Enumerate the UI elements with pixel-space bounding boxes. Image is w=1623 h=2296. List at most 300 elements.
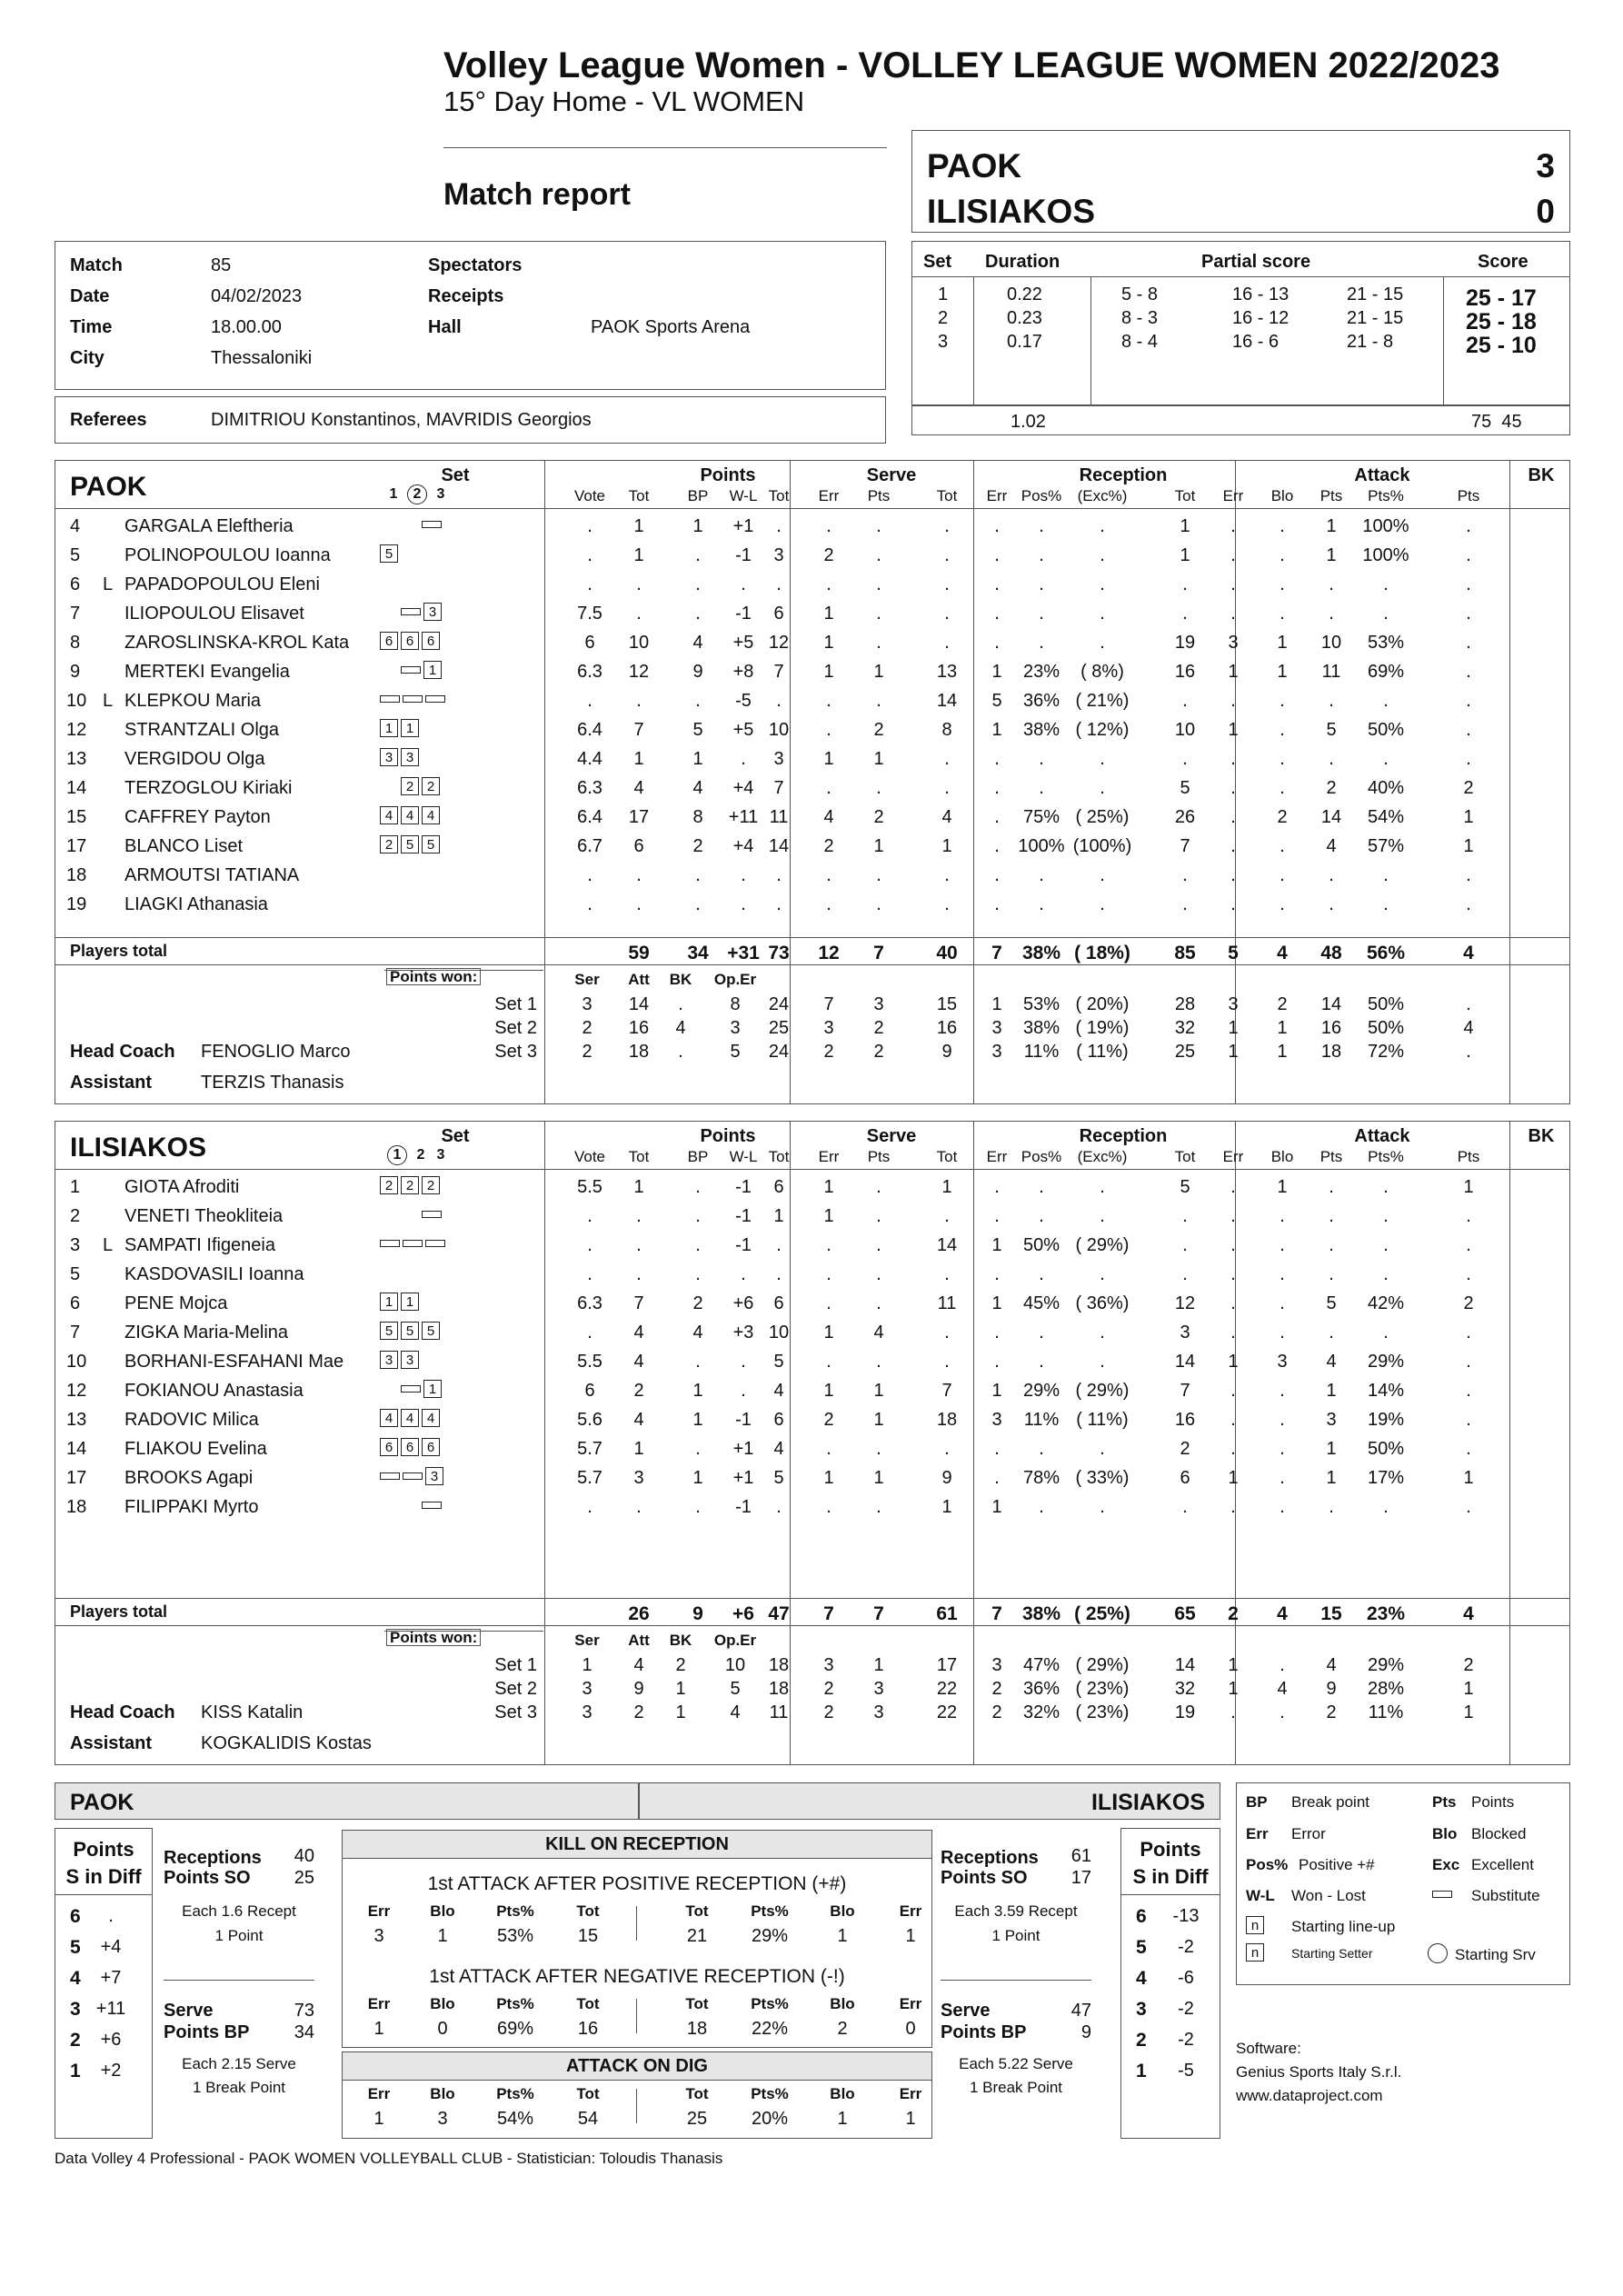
player-set-positions [380, 1322, 443, 1340]
stat-cell: . [1329, 1206, 1334, 1226]
column-header-pts: Pts [1319, 487, 1343, 504]
stat-cell: . [587, 574, 592, 594]
total-cell: 38% [1021, 1603, 1061, 1624]
starting-position-box: 6 [422, 1438, 440, 1456]
stat-cell: 1 [692, 1381, 703, 1401]
player-name: ZIGKA Maria-Melina [124, 1323, 289, 1343]
stat-cell: +1 [732, 1439, 754, 1459]
stat-cell: . [944, 894, 950, 914]
stat-cell: 5 [1180, 778, 1190, 798]
kor-head: Err [899, 2085, 922, 2102]
player-set-positions [380, 1351, 443, 1369]
stat-cell: . [1182, 865, 1188, 885]
date-label: Date [70, 286, 110, 306]
stat-cell: . [944, 1352, 950, 1372]
stat-cell: 14 [936, 691, 958, 711]
player-number: 18 [66, 1497, 87, 1517]
stat-cell: . [1230, 749, 1236, 769]
partial-8: 5 - 8 [1121, 285, 1159, 304]
legend-pts: Pts [1432, 1793, 1457, 1811]
set-stat-cell: 50% [1367, 1018, 1405, 1038]
kor-value: 3 [373, 1926, 384, 1946]
home-receptions-label: Receptions [164, 1848, 262, 1868]
starting-position-box: 4 [401, 1409, 419, 1427]
set-number: 1 [389, 486, 398, 502]
legend-blo: Blo [1432, 1825, 1458, 1842]
stat-cell: 1 [823, 749, 834, 769]
stat-cell: 5.6 [577, 1410, 602, 1430]
stat-cell: . [1383, 894, 1389, 914]
points-won-ser: Ser [574, 1632, 600, 1649]
bk-header: BK [1528, 465, 1555, 485]
column-header-tot: Tot [628, 487, 650, 504]
points-won-cell: 2 [675, 1655, 686, 1675]
stat-cell: . [636, 691, 642, 711]
stat-cell: . [636, 1264, 642, 1284]
player-name: STRANTZALI Olga [124, 720, 280, 740]
total-cell: 5 [1228, 943, 1239, 963]
player-number: 13 [66, 1410, 87, 1430]
stat-cell: +8 [732, 662, 754, 682]
stat-cell: . [1383, 1264, 1389, 1284]
stat-cell: . [1230, 1235, 1236, 1255]
kor-value: 1 [837, 1926, 848, 1946]
total-cell: 4 [1463, 943, 1474, 963]
kor-value: 20% [751, 2109, 789, 2129]
stat-cell: 42% [1367, 1293, 1405, 1313]
stat-cell: 1 [991, 1235, 1002, 1255]
total-cell: 34 [687, 943, 709, 963]
kill-on-reception-box [342, 1830, 932, 2048]
stat-cell: . [994, 1439, 1000, 1459]
stat-cell: . [994, 516, 1000, 536]
stat-cell: 5 [1180, 1177, 1190, 1197]
total-cell: 56% [1366, 943, 1406, 963]
competition-title: Volley League Women - VOLLEY LEAGUE WOMEN 2022/2023 [443, 45, 1500, 85]
kor-value: 25 [686, 2109, 708, 2129]
stat-cell: . [1100, 516, 1105, 536]
legend-pts-text: Points [1471, 1793, 1515, 1811]
stat-cell: . [1383, 691, 1389, 711]
player-number: 4 [70, 516, 81, 536]
stat-cell: . [1279, 1497, 1285, 1517]
partial-score-header: Partial score [1201, 252, 1311, 272]
diff-value: +6 [100, 2030, 122, 2050]
empty-set-slot [401, 1496, 422, 1509]
kor-head: Pts% [496, 1902, 534, 1920]
stat-cell: 1 [991, 1497, 1002, 1517]
footer-note: Data Volley 4 Professional - PAOK WOMEN VOLLEYBALL CLUB - Statistician: Toloudis Thanasis [55, 2150, 723, 2167]
home-receptions: 40 [294, 1846, 314, 1866]
stat-cell: 4 [633, 1410, 644, 1430]
player-number: 15 [66, 807, 87, 827]
stat-cell: . [1100, 1264, 1105, 1284]
kor-head: Pts% [496, 2085, 534, 2102]
column-header-pts: Pts [1457, 487, 1480, 504]
stat-cell: . [636, 604, 642, 624]
set-stat-cell: 11% [1368, 1702, 1404, 1722]
starting-position-box: 6 [401, 632, 419, 650]
stat-cell: . [944, 516, 950, 536]
stat-cell: . [1100, 894, 1105, 914]
set-stat-cell: 1 [1228, 1679, 1239, 1699]
summary-home-name: PAOK [70, 1790, 134, 1815]
receipts-label: Receipts [428, 286, 504, 306]
set-stat-cell: 3 [823, 1655, 834, 1675]
set-row-label: Set 1 [494, 994, 537, 1014]
stat-cell: . [695, 894, 701, 914]
stat-cell: . [944, 604, 950, 624]
stat-cell: . [587, 894, 592, 914]
stat-cell: 14 [1320, 807, 1342, 827]
set-stat-cell: 22 [936, 1702, 958, 1722]
stat-cell: . [695, 1206, 701, 1226]
points-won-bk: BK [669, 971, 692, 988]
stat-cell: . [776, 865, 782, 885]
stat-cell: 1 [1326, 545, 1337, 565]
stat-cell: . [1383, 1177, 1389, 1197]
legend-exc: Exc [1432, 1856, 1460, 1873]
set-stat-cell: . [1466, 994, 1471, 1014]
set-score: 25 - 18 [1466, 309, 1537, 334]
home-each-recept: Each 1.6 Recept [182, 1902, 296, 1920]
player-set-positions [380, 1205, 444, 1218]
stat-cell: . [1329, 1264, 1334, 1284]
stat-cell: 3 [1326, 1410, 1337, 1430]
stat-cell: . [994, 1206, 1000, 1226]
player-name: KASDOVASILI Ioanna [124, 1264, 304, 1284]
set-stat-cell: . [1466, 1042, 1471, 1062]
total-cell: 7 [991, 943, 1002, 963]
set-stat-cell: 16 [936, 1018, 958, 1038]
stat-cell: . [1230, 516, 1236, 536]
total-cell: 73 [768, 943, 790, 963]
stat-cell: ( 33%) [1075, 1468, 1130, 1488]
kor-value: 1 [373, 2019, 384, 2039]
diff-set: 2 [1136, 2030, 1147, 2051]
stat-cell: 1 [823, 1206, 834, 1226]
stat-cell: 3 [773, 545, 784, 565]
player-set-positions [380, 661, 444, 679]
starting-position-box: 1 [401, 1293, 419, 1311]
home-sets-won: 3 [1536, 147, 1555, 185]
stat-cell: . [1039, 1323, 1044, 1343]
stat-cell: 1 [1326, 1381, 1337, 1401]
set-number: 3 [938, 332, 949, 352]
away-points-bp: 9 [1080, 2022, 1091, 2042]
stat-cell: +5 [732, 720, 754, 740]
stat-cell: . [826, 865, 831, 885]
stat-cell: 1 [692, 516, 703, 536]
empty-set-slot [380, 777, 401, 795]
stat-cell: . [1182, 1497, 1188, 1517]
stat-cell: . [826, 1235, 831, 1255]
set-stat-cell: 3 [823, 1018, 834, 1038]
stat-cell: +3 [732, 1323, 754, 1343]
home-points-so: 25 [294, 1868, 314, 1888]
home-each-serve: Each 2.15 Serve [182, 2055, 296, 2072]
starting-position-box: 1 [423, 1380, 442, 1398]
stat-cell: 4 [773, 1381, 784, 1401]
column-header-blo: Blo [1270, 1148, 1294, 1165]
kor-value: 0 [437, 2019, 448, 2039]
starting-position-box: 5 [422, 835, 440, 854]
stat-cell: 50% [1367, 720, 1405, 740]
stat-cell: 2 [1463, 1293, 1474, 1313]
column-header-pts: Pts [1319, 1148, 1343, 1165]
set-stat-cell: 17 [936, 1655, 958, 1675]
stat-cell: . [741, 574, 746, 594]
stat-cell: 5.5 [577, 1177, 602, 1197]
stat-cell: . [1383, 1323, 1389, 1343]
stat-cell: 6 [584, 633, 595, 653]
stat-cell: . [636, 865, 642, 885]
column-header-exc: (Exc%) [1077, 487, 1128, 504]
home-points-title: Points [73, 1838, 134, 1861]
set-number: 2 [938, 308, 949, 328]
stat-cell: 5 [773, 1468, 784, 1488]
player-set-positions [380, 1176, 443, 1194]
points-won-cell: 1 [675, 1702, 686, 1722]
points-won-cell: 18 [628, 1042, 650, 1062]
starting-position-box: 5 [422, 1322, 440, 1340]
stat-cell: . [1100, 1323, 1105, 1343]
kor-value: 22% [751, 2019, 789, 2039]
stat-cell: . [587, 865, 592, 885]
legend-blo-text: Blocked [1471, 1825, 1527, 1842]
stat-cell: . [1182, 691, 1188, 711]
player-number: 13 [66, 749, 87, 769]
partial-21: 21 - 15 [1347, 308, 1404, 328]
column-header-bp: BP [687, 1148, 709, 1165]
total-cell: 4 [1277, 1603, 1288, 1624]
set-stat-cell: 3 [991, 1042, 1002, 1062]
stat-cell: . [994, 1264, 1000, 1284]
player-name: SAMPATI Ifigeneia [124, 1235, 275, 1255]
team-name: ILISIAKOS [70, 1133, 207, 1163]
stat-cell: 5 [991, 691, 1002, 711]
stat-cell: . [994, 574, 1000, 594]
kor-value: 15 [577, 1926, 599, 1946]
points-won-cell: 2 [582, 1018, 592, 1038]
stat-cell: . [695, 574, 701, 594]
stat-cell: . [587, 516, 592, 536]
assistant-name: TERZIS Thanasis [201, 1073, 344, 1093]
stat-cell: . [695, 1439, 701, 1459]
stat-cell: . [776, 894, 782, 914]
away-serve: 47 [1070, 2001, 1091, 2021]
kor-head: Err [899, 1995, 922, 2012]
stat-cell: 10 [1174, 720, 1196, 740]
stat-cell: . [826, 516, 831, 536]
set-duration: 0.23 [1007, 308, 1042, 328]
stat-cell: . [636, 1235, 642, 1255]
points-won-cell: 3 [582, 1702, 592, 1722]
stat-cell: 14 [936, 1235, 958, 1255]
away-sets-won: 0 [1536, 193, 1555, 230]
kor-value: 16 [577, 2019, 599, 2039]
kor-head: Tot [685, 1902, 709, 1920]
player-number: 17 [66, 1468, 87, 1488]
stat-cell: 6.3 [577, 1293, 602, 1313]
serve-header: Serve [866, 1126, 917, 1146]
stat-cell: . [944, 1439, 950, 1459]
stat-cell: (100%) [1072, 836, 1132, 856]
points-won-cell: 8 [730, 994, 741, 1014]
diff-value: -2 [1178, 1937, 1194, 1957]
set-stat-cell: ( 23%) [1075, 1702, 1130, 1722]
stat-cell: 1 [1228, 720, 1239, 740]
stat-cell: . [994, 894, 1000, 914]
points-won-cell: 1 [675, 1679, 686, 1699]
stat-cell: 6 [584, 1381, 595, 1401]
stat-cell: . [994, 633, 1000, 653]
stat-cell: 53% [1367, 633, 1405, 653]
stat-cell: 4 [692, 1323, 703, 1343]
stat-cell: 2 [633, 1381, 644, 1401]
stat-cell: 6 [1180, 1468, 1190, 1488]
player-set-positions [380, 603, 444, 621]
set-stat-cell: 1 [1463, 1679, 1474, 1699]
stat-cell: 4 [692, 778, 703, 798]
set-stat-cell: . [1230, 1702, 1236, 1722]
set-number: 2 [416, 1147, 425, 1163]
points-won-att: Att [628, 1632, 650, 1649]
stat-cell: 5 [692, 720, 703, 740]
stat-cell: . [994, 604, 1000, 624]
set-stat-cell: 24 [768, 994, 790, 1014]
points-header: Points [700, 1126, 756, 1146]
diff-set: 5 [1136, 1937, 1147, 1958]
kor-value: 1 [905, 2109, 916, 2129]
stat-cell: . [1230, 1293, 1236, 1313]
away-team-name: ILISIAKOS [927, 193, 1096, 230]
stat-cell: 6 [773, 1293, 784, 1313]
column-header-pos: Pos% [1021, 487, 1062, 504]
points-won-cell: 3 [730, 1018, 741, 1038]
stat-cell: 7 [633, 720, 644, 740]
software-company: Genius Sports Italy S.r.l. [1236, 2063, 1402, 2081]
stat-cell: . [1279, 691, 1285, 711]
total-cell: 65 [1174, 1603, 1196, 1624]
stat-cell: . [1466, 1323, 1471, 1343]
referees-label: Referees [70, 410, 147, 430]
stat-cell: 1 [873, 1410, 884, 1430]
set-stat-cell: 1 [1228, 1018, 1239, 1038]
stat-cell: . [1039, 1177, 1044, 1197]
set-stat-cell: 28% [1367, 1679, 1405, 1699]
kor-head: Err [367, 1995, 391, 2012]
substitute-icon [403, 1240, 423, 1247]
stat-cell: . [1279, 1439, 1285, 1459]
player-name: MERTEKI Evangelia [124, 662, 290, 682]
stat-cell: . [587, 1206, 592, 1226]
stat-cell: . [826, 691, 831, 711]
empty-set-slot [422, 748, 443, 766]
head-coach-name: FENOGLIO Marco [201, 1042, 351, 1062]
stat-cell: -1 [735, 1497, 752, 1517]
set-stat-cell: 11% [1023, 1042, 1060, 1062]
starting-position-box: 6 [422, 632, 440, 650]
set-stat-cell: 25 [768, 1018, 790, 1038]
set-score: 25 - 17 [1466, 285, 1537, 311]
partial-8: 8 - 3 [1121, 308, 1159, 328]
stat-cell: . [826, 1439, 831, 1459]
set-stat-cell: 32 [1174, 1018, 1196, 1038]
total-cell: 7 [823, 1603, 834, 1624]
stat-cell: . [1279, 516, 1285, 536]
stat-cell: . [1329, 1235, 1334, 1255]
set-score: 25 - 10 [1466, 333, 1537, 358]
total-cell: 47 [768, 1603, 790, 1624]
points-won-cell: . [678, 1042, 683, 1062]
attack-header: Attack [1354, 465, 1410, 485]
players-total-label: Players total [70, 1602, 168, 1621]
diff-value: +4 [100, 1937, 122, 1957]
stat-cell: 4 [941, 807, 952, 827]
partial-16: 16 - 6 [1232, 332, 1279, 352]
stat-cell: 3 [773, 749, 784, 769]
stat-cell: 9 [692, 662, 703, 682]
stat-cell: . [741, 749, 746, 769]
player-number: 5 [70, 545, 81, 565]
substitute-icon [403, 1472, 423, 1480]
bk-header: BK [1528, 1126, 1555, 1146]
starting-position-box: 2 [380, 835, 398, 854]
stat-cell: . [944, 1206, 950, 1226]
legend-bp-text: Break point [1291, 1793, 1369, 1811]
stat-cell: 38% [1022, 720, 1060, 740]
column-header-err: Err [986, 1148, 1008, 1165]
set-stat-cell: 3 [991, 1655, 1002, 1675]
stat-cell: . [1466, 516, 1471, 536]
set-stat-cell: 18 [1320, 1042, 1342, 1062]
stat-cell: . [587, 545, 592, 565]
stat-cell: 75% [1022, 807, 1060, 827]
starting-server-set-marker: 2 [407, 484, 427, 504]
total-cell: +6 [732, 1603, 754, 1624]
stat-cell: . [1466, 749, 1471, 769]
stat-cell: . [1466, 1264, 1471, 1284]
stat-cell: 16 [1174, 662, 1196, 682]
kor-head: Tot [685, 2085, 709, 2102]
player-set-positions [380, 1234, 448, 1247]
away-sdiff-title: S in Diff [1132, 1865, 1209, 1888]
stat-cell: . [1230, 1410, 1236, 1430]
stat-cell: 17 [628, 807, 650, 827]
stat-cell: 3 [1228, 633, 1239, 653]
player-name: VERGIDOU Olga [124, 749, 265, 769]
stat-cell: 6.7 [577, 836, 602, 856]
player-set-positions [380, 1380, 444, 1398]
set-row-label: Set 3 [494, 1042, 537, 1062]
total-cell: 59 [628, 943, 650, 963]
set-stat-cell: 2 [873, 1042, 884, 1062]
column-header-exc: (Exc%) [1077, 1148, 1128, 1165]
starting-position-box: 3 [380, 1351, 398, 1369]
duration-header: Duration [985, 252, 1060, 272]
hall-name: PAOK Sports Arena [591, 317, 751, 337]
stat-cell: -1 [735, 545, 752, 565]
partial-16: 16 - 13 [1232, 285, 1289, 304]
match-info-box [55, 241, 886, 390]
stat-cell: 1 [1326, 516, 1337, 536]
away-points-so-label: Points SO [941, 1868, 1028, 1888]
stat-cell: . [876, 574, 881, 594]
head-coach-label: Head Coach [70, 1702, 175, 1722]
kor-head: Pts% [496, 1995, 534, 2012]
empty-set-slot [422, 1351, 443, 1369]
